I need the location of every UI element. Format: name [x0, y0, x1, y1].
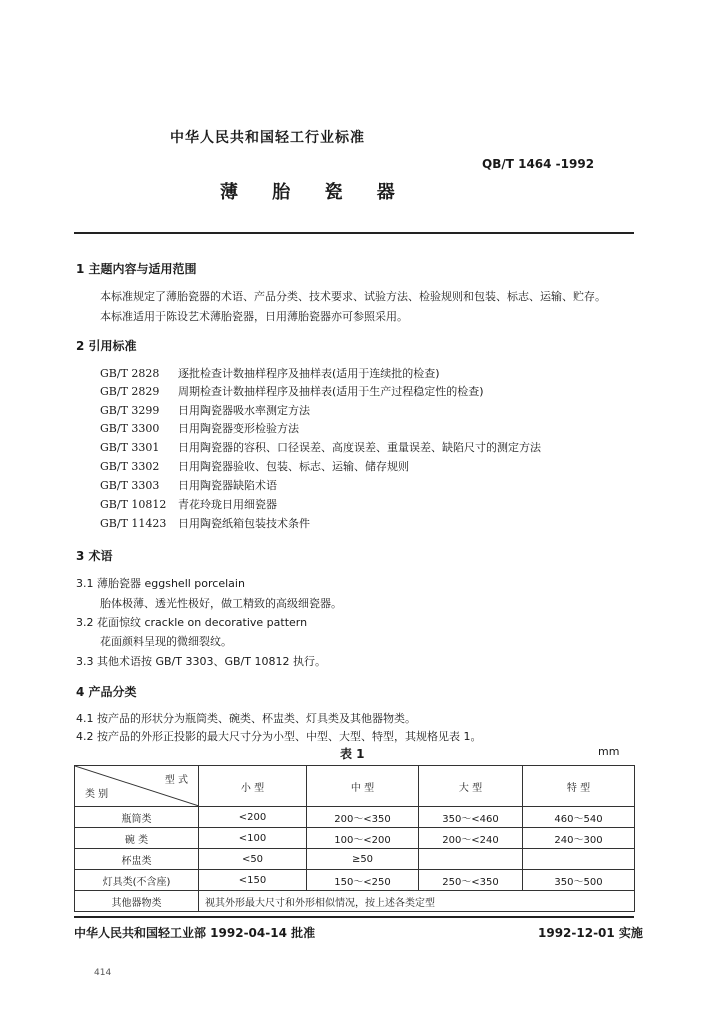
column-header: 特 型 — [523, 766, 635, 807]
reference-item: GB/T 3303 日用陶瓷器缺陷术语 — [100, 479, 277, 492]
reference-item: GB/T 3301 日用陶瓷器的容积、口径误差、高度误差、重量误差、缺陷尺寸的测定方法 — [100, 441, 541, 454]
section-1-paragraph-1: 本标准规定了薄胎瓷器的术语、产品分类、技术要求、试验方法、检验规则和包装、标志、运输、贮存。 — [100, 290, 606, 303]
page-number: 414 — [94, 968, 112, 978]
section-2-heading: 2 引用标准 — [76, 339, 137, 353]
standard-number: QB/T 1464 -1992 — [482, 157, 595, 171]
column-header: 小 型 — [199, 766, 307, 807]
row-label: 其他器物类 — [75, 891, 199, 912]
table-cell: 350～500 — [523, 870, 635, 891]
table-cell: 150～<250 — [307, 870, 419, 891]
reference-item: GB/T 11423 日用陶瓷纸箱包装技术条件 — [100, 517, 310, 530]
issuing-organization: 中华人民共和国轻工行业标准 — [170, 130, 365, 146]
table-cell: <100 — [199, 828, 307, 849]
section-1-heading: 1 主题内容与适用范围 — [76, 262, 197, 276]
term-3-2-definition: 花面颜料呈现的微细裂纹。 — [100, 635, 232, 648]
approval-line: 中华人民共和国轻工业部 1992-04-14 批准 — [74, 926, 316, 940]
term-3-1-heading: 3.1 薄胎瓷器 eggshell porcelain — [76, 577, 245, 590]
table-cell: 460～540 — [523, 807, 635, 828]
section-3-heading: 3 术语 — [76, 549, 113, 563]
table-cell: 100～<200 — [307, 828, 419, 849]
table-cell: 240～300 — [523, 828, 635, 849]
row-label: 杯盅类 — [75, 849, 199, 870]
reference-item: GB/T 2829 周期检查计数抽样程序及抽样表(适用于生产过程稳定性的检查) — [100, 385, 484, 398]
footer-divider — [74, 916, 634, 918]
header-divider — [74, 232, 634, 234]
column-header: 大 型 — [419, 766, 523, 807]
table-cell: ≥50 — [307, 849, 419, 870]
table-row — [75, 828, 635, 849]
table-corner-cell — [75, 766, 199, 807]
other-category-note: 视其外形最大尺寸和外形相似情况，按上述各类定型 — [199, 891, 635, 912]
reference-item: GB/T 2828 逐批检查计数抽样程序及抽样表(适用于连续批的检查) — [100, 367, 440, 380]
table-cell: 200～<350 — [307, 807, 419, 828]
row-label: 灯具类(不含座) — [75, 870, 199, 891]
term-3-3: 3.3 其他术语按 GB/T 3303、GB/T 10812 执行。 — [76, 655, 326, 668]
table-cell: 350～<460 — [419, 807, 523, 828]
size-classification-table — [74, 765, 635, 912]
row-label: 碗 类 — [75, 828, 199, 849]
corner-type-label: 型 式 — [164, 775, 188, 786]
table-cell: 250～<350 — [419, 870, 523, 891]
table-header-row — [75, 766, 635, 807]
table-cell: <200 — [199, 807, 307, 828]
reference-item: GB/T 3299 日用陶瓷器吸水率测定方法 — [100, 404, 310, 417]
reference-item: GB/T 10812 青花玲珑日用细瓷器 — [100, 498, 277, 511]
section-4-heading: 4 产品分类 — [76, 685, 137, 699]
row-label: 瓶筒类 — [75, 807, 199, 828]
clause-4-2: 4.2 按产品的外形正投影的最大尺寸分为小型、中型、大型、特型，其规格见表 1。 — [76, 730, 482, 743]
document-title: 薄 胎 瓷 器 — [220, 182, 409, 203]
reference-item: GB/T 3300 日用陶瓷器变形检验方法 — [100, 422, 299, 435]
effective-date: 1992-12-01 实施 — [538, 926, 643, 940]
term-3-1-definition: 胎体极薄、透光性极好，做工精致的高级细瓷器。 — [100, 597, 342, 610]
table-cell — [523, 849, 635, 870]
table-row — [75, 807, 635, 828]
reference-item: GB/T 3302 日用陶瓷器验收、包装、标志、运输、储存规则 — [100, 460, 409, 473]
table-row — [75, 870, 635, 891]
section-1-paragraph-2: 本标准适用于陈设艺术薄胎瓷器，日用薄胎瓷器亦可参照采用。 — [100, 310, 408, 323]
table-cell: <150 — [199, 870, 307, 891]
table-row — [75, 891, 635, 912]
table-row — [75, 849, 635, 870]
table-unit: mm — [598, 745, 620, 758]
corner-category-label: 类 别 — [85, 789, 109, 800]
column-header: 中 型 — [307, 766, 419, 807]
table-cell: 200～<240 — [419, 828, 523, 849]
term-3-2-heading: 3.2 花面惊纹 crackle on decorative pattern — [76, 616, 308, 629]
clause-4-1: 4.1 按产品的形状分为瓶筒类、碗类、杯盅类、灯具类及其他器物类。 — [76, 712, 416, 725]
table-caption: 表 1 — [340, 747, 365, 761]
table-cell — [419, 849, 523, 870]
table-cell: <50 — [199, 849, 307, 870]
